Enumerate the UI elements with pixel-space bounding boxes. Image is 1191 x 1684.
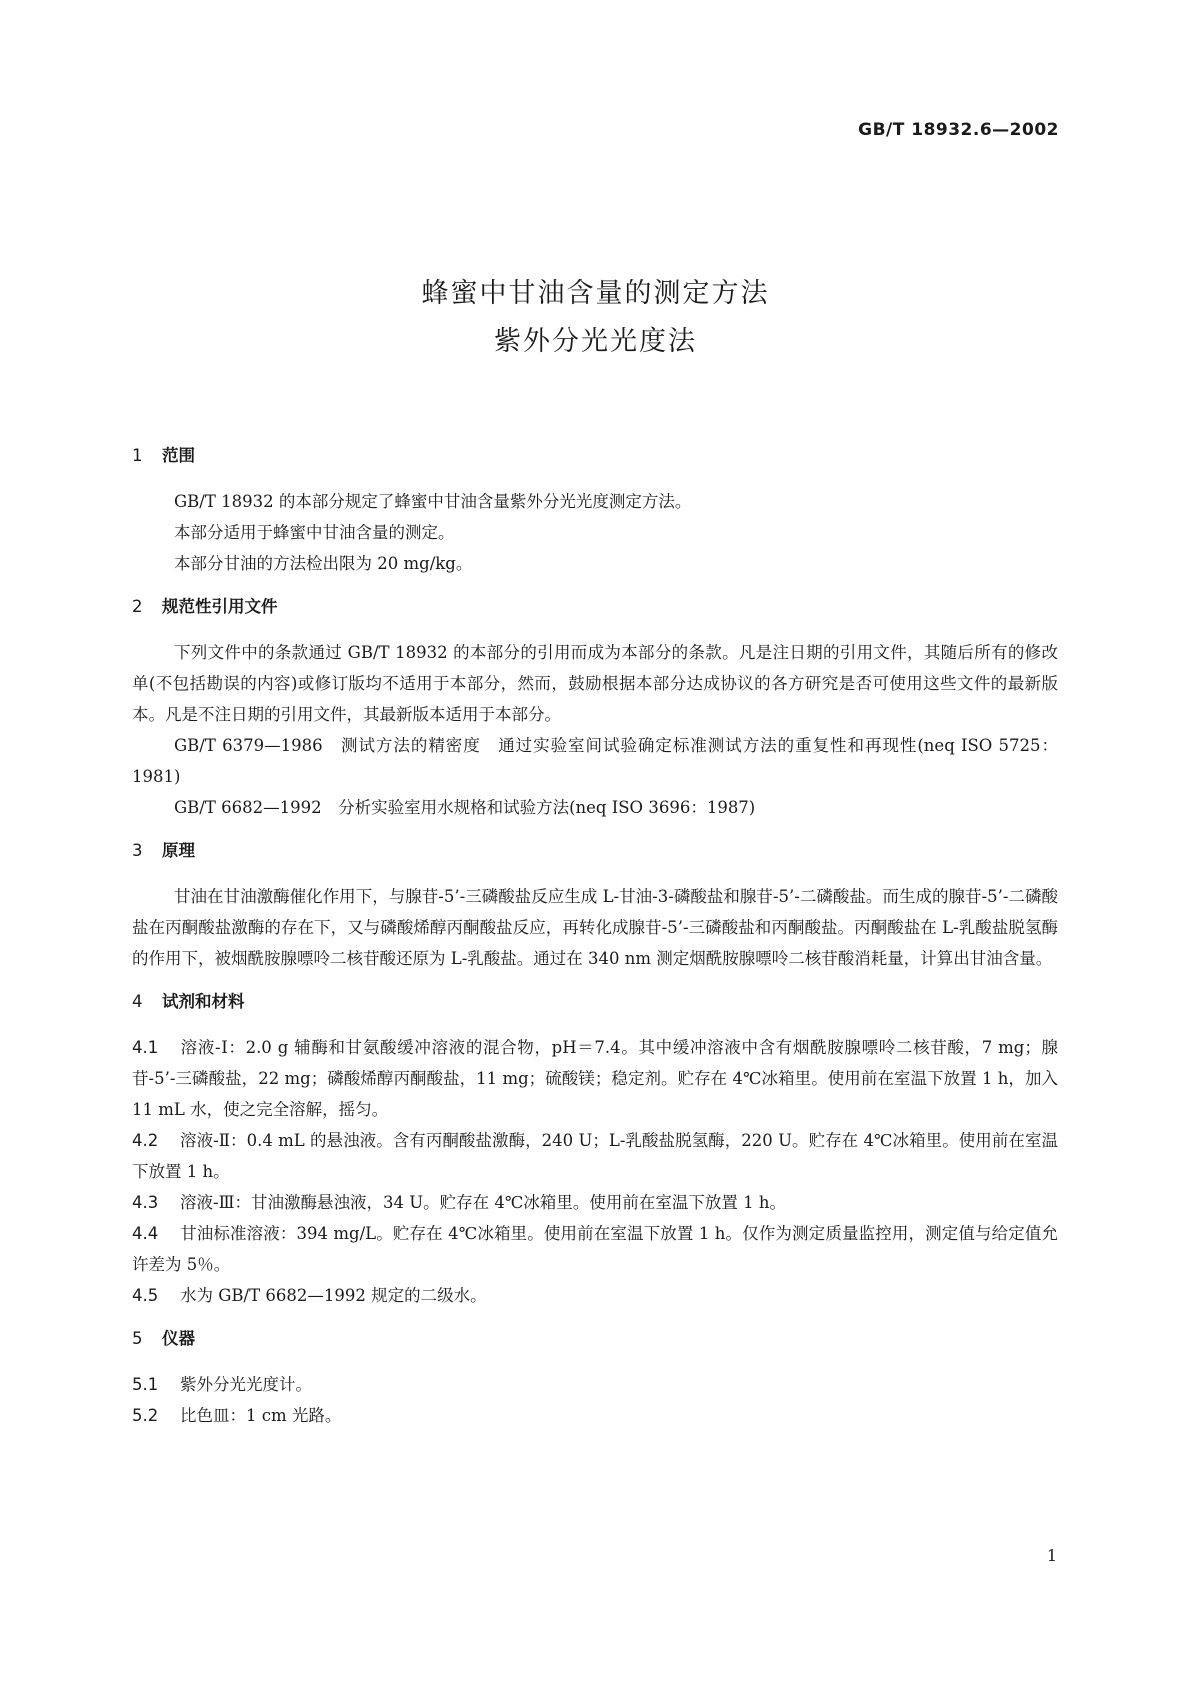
- section-title: 试剂和材料: [162, 992, 245, 1011]
- paragraph: 本部分甘油的方法检出限为 20 mg/kg。: [174, 554, 473, 573]
- clause-number: 5.1: [132, 1375, 159, 1394]
- section-number: 2: [132, 597, 143, 616]
- section-title: 原理: [162, 841, 195, 860]
- clause-item: [132, 1032, 1058, 1125]
- page-number: 1: [1046, 1546, 1057, 1565]
- clause-number: 4.3: [132, 1193, 159, 1212]
- reference-entry: GB/T 6379—1986 测试方法的精密度 通过实验室间试验确定标准测试方法的重复性和再现性(neq ISO 5725：1981): [132, 736, 1058, 786]
- clause-number: 4.2: [132, 1131, 159, 1150]
- section-heading-principle: [132, 837, 1058, 861]
- clause-item: [132, 1218, 1058, 1280]
- section-title: 仪器: [162, 1329, 195, 1348]
- clause-item: [132, 1187, 1058, 1218]
- clause-number: 4.5: [132, 1286, 159, 1305]
- section-number: 3: [132, 841, 143, 860]
- clause-text: 溶液-Ⅰ：2.0 g 辅酶和甘氨酸缓冲溶液的混合物，pH＝7.4。其中缓冲溶液中含有烟酰胺腺嘌呤二核苷酸，7 mg；腺苷-5’-三磷酸盐，22 mg；磷酸烯醇丙酮酸盐，11 mg；硫酸镁；稳定剂。贮存在 4℃冰箱里。使用前在室温下放置 1 h，加入 11 mL 水，使之完全溶解，摇匀。: [132, 1038, 1058, 1119]
- reference-entry: GB/T 6682—1992 分析实验室用水规格和试验方法(neq ISO 3696：1987): [174, 798, 756, 817]
- paragraph: 下列文件中的条款通过 GB/T 18932 的本部分的引用而成为本部分的条款。凡是注日期的引用文件，其随后所有的修改单(不包括勘误的内容)或修订版均不适用于本部分，然而，鼓励根据本部分达成协议的各方研究是否可使用这些文件的最新版本。凡是不注日期的引用文件，其最新版本适用于本部分。: [132, 643, 1058, 724]
- clause-item: [132, 1280, 1058, 1311]
- section-number: 5: [132, 1329, 143, 1348]
- standard-number: GB/T 18932.6—2002: [858, 120, 1059, 140]
- clause-number: 4.4: [132, 1224, 159, 1243]
- clause-item: [132, 1125, 1058, 1187]
- clause-number: 5.2: [132, 1406, 159, 1425]
- paragraph: 本部分适用于蜂蜜中甘油含量的测定。: [174, 523, 455, 542]
- clause-text: 甘油标准溶液：394 mg/L。贮存在 4℃冰箱里。使用前在室温下放置 1 h。仅作为测定质量监控用，测定值与给定值允许差为 5％。: [132, 1224, 1058, 1274]
- clause-item: [132, 1400, 1058, 1431]
- document-body: [132, 442, 1058, 1431]
- section-heading-normative-references: [132, 593, 1058, 617]
- clause-item: [132, 1369, 1058, 1400]
- section-title: 范围: [162, 446, 195, 465]
- clause-text: 水为 GB/T 6682—1992 规定的二级水。: [180, 1286, 487, 1305]
- clause-text: 紫外分光光度计。: [180, 1375, 312, 1394]
- section-title: 规范性引用文件: [162, 597, 278, 616]
- section-heading-apparatus: [132, 1325, 1058, 1349]
- clause-text: 溶液-Ⅲ：甘油激酶悬浊液，34 U。贮存在 4℃冰箱里。使用前在室温下放置 1 h。: [180, 1193, 786, 1212]
- paragraph: 甘油在甘油激酶催化作用下，与腺苷-5’-三磷酸盐反应生成 L-甘油-3-磷酸盐和腺苷-5’-二磷酸盐。而生成的腺苷-5’-二磷酸盐在丙酮酸盐激酶的存在下，又与磷酸烯醇丙酮酸盐反应，再转化成腺苷-5’-三磷酸盐和丙酮酸盐。丙酮酸盐在 L-乳酸盐脱氢酶的作用下，被烟酰胺腺嘌呤二核苷酸还原为 L-乳酸盐。通过在 340 nm 测定烟酰胺腺嘌呤二核苷酸消耗量，计算出甘油含量。: [132, 887, 1058, 968]
- section-heading-scope: [132, 442, 1058, 466]
- clause-number: 4.1: [132, 1038, 159, 1057]
- paragraph: GB/T 18932 的本部分规定了蜂蜜中甘油含量紫外分光光度测定方法。: [174, 492, 692, 511]
- section-number: 1: [132, 446, 143, 465]
- title-line-1: 蜂蜜中甘油含量的测定方法: [421, 278, 770, 309]
- section-number: 4: [132, 992, 143, 1011]
- document-title: [0, 270, 1191, 366]
- clause-text: 溶液-Ⅱ：0.4 mL 的悬浊液。含有丙酮酸盐激酶，240 U；L-乳酸盐脱氢酶，220 U。贮存在 4℃冰箱里。使用前在室温下放置 1 h。: [132, 1131, 1058, 1181]
- clause-text: 比色皿：1 cm 光路。: [180, 1406, 342, 1425]
- title-line-2: 紫外分光光度法: [494, 326, 697, 357]
- section-heading-reagents: [132, 988, 1058, 1012]
